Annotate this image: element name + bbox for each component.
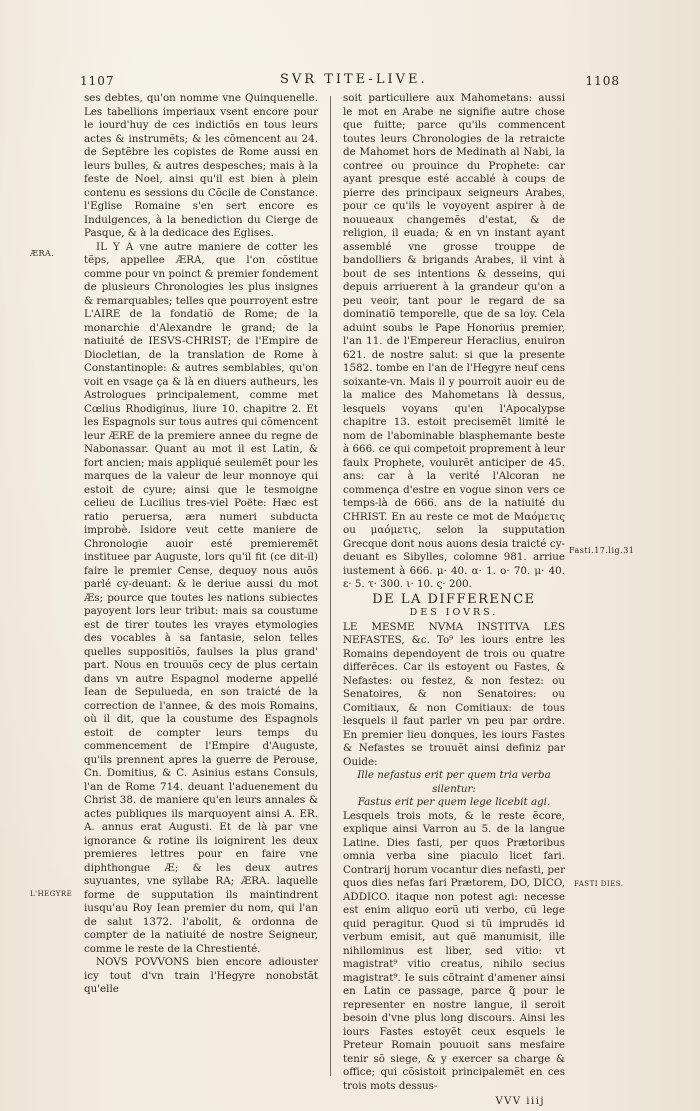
margin-note-fasti-dies: FASTI DIES. [574, 880, 624, 888]
section-subheading: DES IOVRS. [409, 607, 499, 618]
left-column [84, 92, 318, 997]
section-heading: DE LA DIFFERENCE [372, 591, 536, 607]
left-paragraph-hegyre: NOVS POVVONS bien encore adiouster icy tout d'vn train l'Hegyre nonobstãt qu'elle [84, 956, 318, 995]
right-column [343, 92, 565, 1109]
margin-note-fasti-ref: Fasti.17.lig.31 [569, 546, 635, 555]
right-paragraph-3: Lesquels trois mots, & le reste ẽcore, explique ainsi Varron au 5. de la langue Latine. Dies fasti, per quos Prætoribus omnia verba sine piaculo licet fari. Contrarij horum vocantur dies nefasti, per quos dies nefas fari Prætorem, DO, DICO, ADDICO. itaque non potest agi: necesse est enim aliquo eorũ uti verbo, cũ lege quid peragitur. Quod si tũ imprudẽs id verbum emisit, aut quẽ manumisit, ille nihilominus est liber, sed vitio: vt magistrat⁹ vitio creatus, nihilo secius magistrat⁹. Ie suis cõtraint d'amener ainsi en Latin ce passage, parce q̃ pour le representer en nostre langue, il seroit besoin d'vne plus long discours. Ainsi les iours Fastes estoyẽt ceux esquels le Preteur Romain pouuoit sans mesfaire tenir sõ siege, & y exercer sa charge & office; qui cõsistoit principalemẽt en ces trois mots dessus- [343, 809, 565, 1092]
page-number-left: 1107 [80, 74, 115, 88]
right-paragraph-2: LE MESME NVMA INSTITVA LES NEFASTES, &c. To⁹ les iours entre les Romains dependoyent de trois ou quatre differẽces. Car ils estoyent ou Fastes, & Nefastes: ou festez, & non festez: ou Senatoires, & non Senatoires: ou Comitiaux, & non Comitiaux: de tous lesquels il faut parler vn peu par ordre. En premier lieu donques, les iours Fastes & Nefastes se trouuẽt ainsi definiz par Ouide: [343, 620, 565, 768]
margin-note-hegyre: L'HEGYRE [30, 890, 73, 898]
left-paragraph-1: ses debtes, qu'on nomme vne Quinquenelle. Les tabellions imperiaux vsent encore pour le iourd'huy de ces indictiõs en tous leurs actes & instrumẽts; & les cõmencent au 24. de Septẽbre les copistes de Rome aussi en leurs bulles, & autres despesches; mais à la feste de Noel, ainsi qu'il est bien à plein contenu es sessions du Cõcile de Constance. l'Eglise Romaine s'en sert encore es Indulgences, à la benediction du Cierge de Pasque, & à la dedicace des Eglises. [84, 92, 318, 239]
running-header [80, 72, 620, 92]
signature-mark: VVV iiij [495, 1096, 545, 1107]
column-divider [330, 96, 331, 1076]
verse-line-2: Fastus erit per quem lege licebit agi. [357, 796, 551, 808]
left-paragraph-aera: IL Y A vne autre maniere de cotter les tẽps, appellee ÆRA, que l'on cõstitue comme pour vn poinct & premier fondement de plusieurs Chronologies les plus insignes & remarquables; telles que pourroyent estre L'AIRE de la fondatiõ de Rome; de la monarchie d'Alexandre le grand; de la natiuité de IESVS-CHRIST; de l'Empire de Diocletian, de la translation de Rome à Constantinople: & autres semblables, qu'on voit en vsage ça & là en diuers autheurs, les Astrologues principalement, comme met Cœlius Rhodiginus, liure 10. chapitre 2. Et les Espagnols sur tous autres qui cõmencent leur ÆRE de la premiere annee du regne de Nabonassar. Quant au mot il est Latin, & fort ancien; mais appliqué seulemẽt pour les marques de la valeur de leur monnoye qui estoit de cyure; ainsi que le tesmoigne celieu de Lucilius tres-viel Poëte: Hæc est ratio peruersa, æra numeri subducta improbè. Isidore veut cette maniere de Chronologie auoir esté premieremẽt instituee par Auguste, lors qu'il fit (ce dit-il) faire le premier Cense, dequoy nous auõs parlé cy-deuant: & le deriue aussi du mot Æs; pource que toutes les nations subiectes payoyent lors leur tribut: mais sa coustume est de tirer toutes les vrayes etymologies des vocables à sa fantasie, selon telles quelles suppositiõs, faulses la plus grand' part. Nous en trouuõs cecy de plus certain dans vn autre Espagnol moderne appellé Iean de Sepulueda, en son traicté de la correction de l'annee, & des mois Romains, où il dit, que la coustume des Espagnols estoit de compter leurs temps du commencement de l'Empire d'Auguste, qu'ils prennent apres la guerre de Perouse, Cn. Domitius, & C. Asinius estans Consuls, l'an de Rome 714. deuant l'aduenement du Christ 38. de maniere qu'en leurs annales & actes publiques ils marquoyent ainsi A. ER. A. annus erat Augusti. Et de là par vne ignorance & rotine ils ioignirent les deux premieres lettres pour en faire vne diphthongue Æ; & les deux autres suyuantes, vne syllabe RA; ÆRA. laquelle forme de supputation ils maintindrent iusqu'au Roy Iean premier du nom, qui l'an de salut 1372. l'abolit, & ordonna de compter de la natiuité de nostre Seigneur, comme le reste de la Chrestienté. [84, 240, 318, 955]
verse-line-1: Ille nefastus erit per quem tria verba silentur: [357, 769, 551, 795]
right-paragraph-1: soit particuliere aux Mahometans: aussi le mot en Arabe ne signifie autre chose que fuitte; parce qu'ils commencent toutes leurs Chronologies de la retraicte de Mahomet hors de Medinath al Nabi, la contree ou prouince du Prophete: car ayant presque esté accablé à coups de pierre des principaux seigneurs Arabes, pour ce qu'ils le voyoyent aspirer à de nouueaux changemẽs d'estat, & de religion, il euada; & en vn instant ayant assemblé vne grosse trouppe de bandolliers & brigands Arabes, il vint à bout de ses intentions & desseins, qui depuis arriuerent à la grandeur qu'on a peu veoir, tant pour le regard de sa dominatiõ temporelle, que de sa loy. Cela aduint soubs le Pape Honorius premier, l'an 11. de l'Empereur Heraclius, enuiron 621. de nostre salut: si que la presente 1582. tombe en l'an de l'Hegyre neuf cens soixante-vn. Mais il y pourroit auoir eu de la malice des Mahometans là dessus, lesquels voyans qu'en l'Apocalypse chapitre 13. estoit precisemẽt limité le nom de l'abominable blasphemante beste à 666. ce qui competoit proprement à leur faulx Prophete, voulurẽt anticiper de 45. ans: car à la verité l'Alcoran ne commença d'estre en vogue sinon vers ce temps-là de 666. ans de la natiuité du CHRIST. En au reste ce mot de Μαόμετις ou μαόμετις, selon la supputation Grecque dont nous auons desia traicté cy-deuant es Sibylles, colomne 981. arriue iustement à 666. μ· 40. α· 1. ο· 70. μ· 40. ε· 5. τ· 300. ι· 10. ς· 200. [343, 92, 565, 590]
page-number-right: 1108 [585, 74, 620, 88]
running-title: SVR TITE-LIVE. [280, 72, 428, 87]
margin-note-aera: ÆRA. [30, 249, 55, 258]
